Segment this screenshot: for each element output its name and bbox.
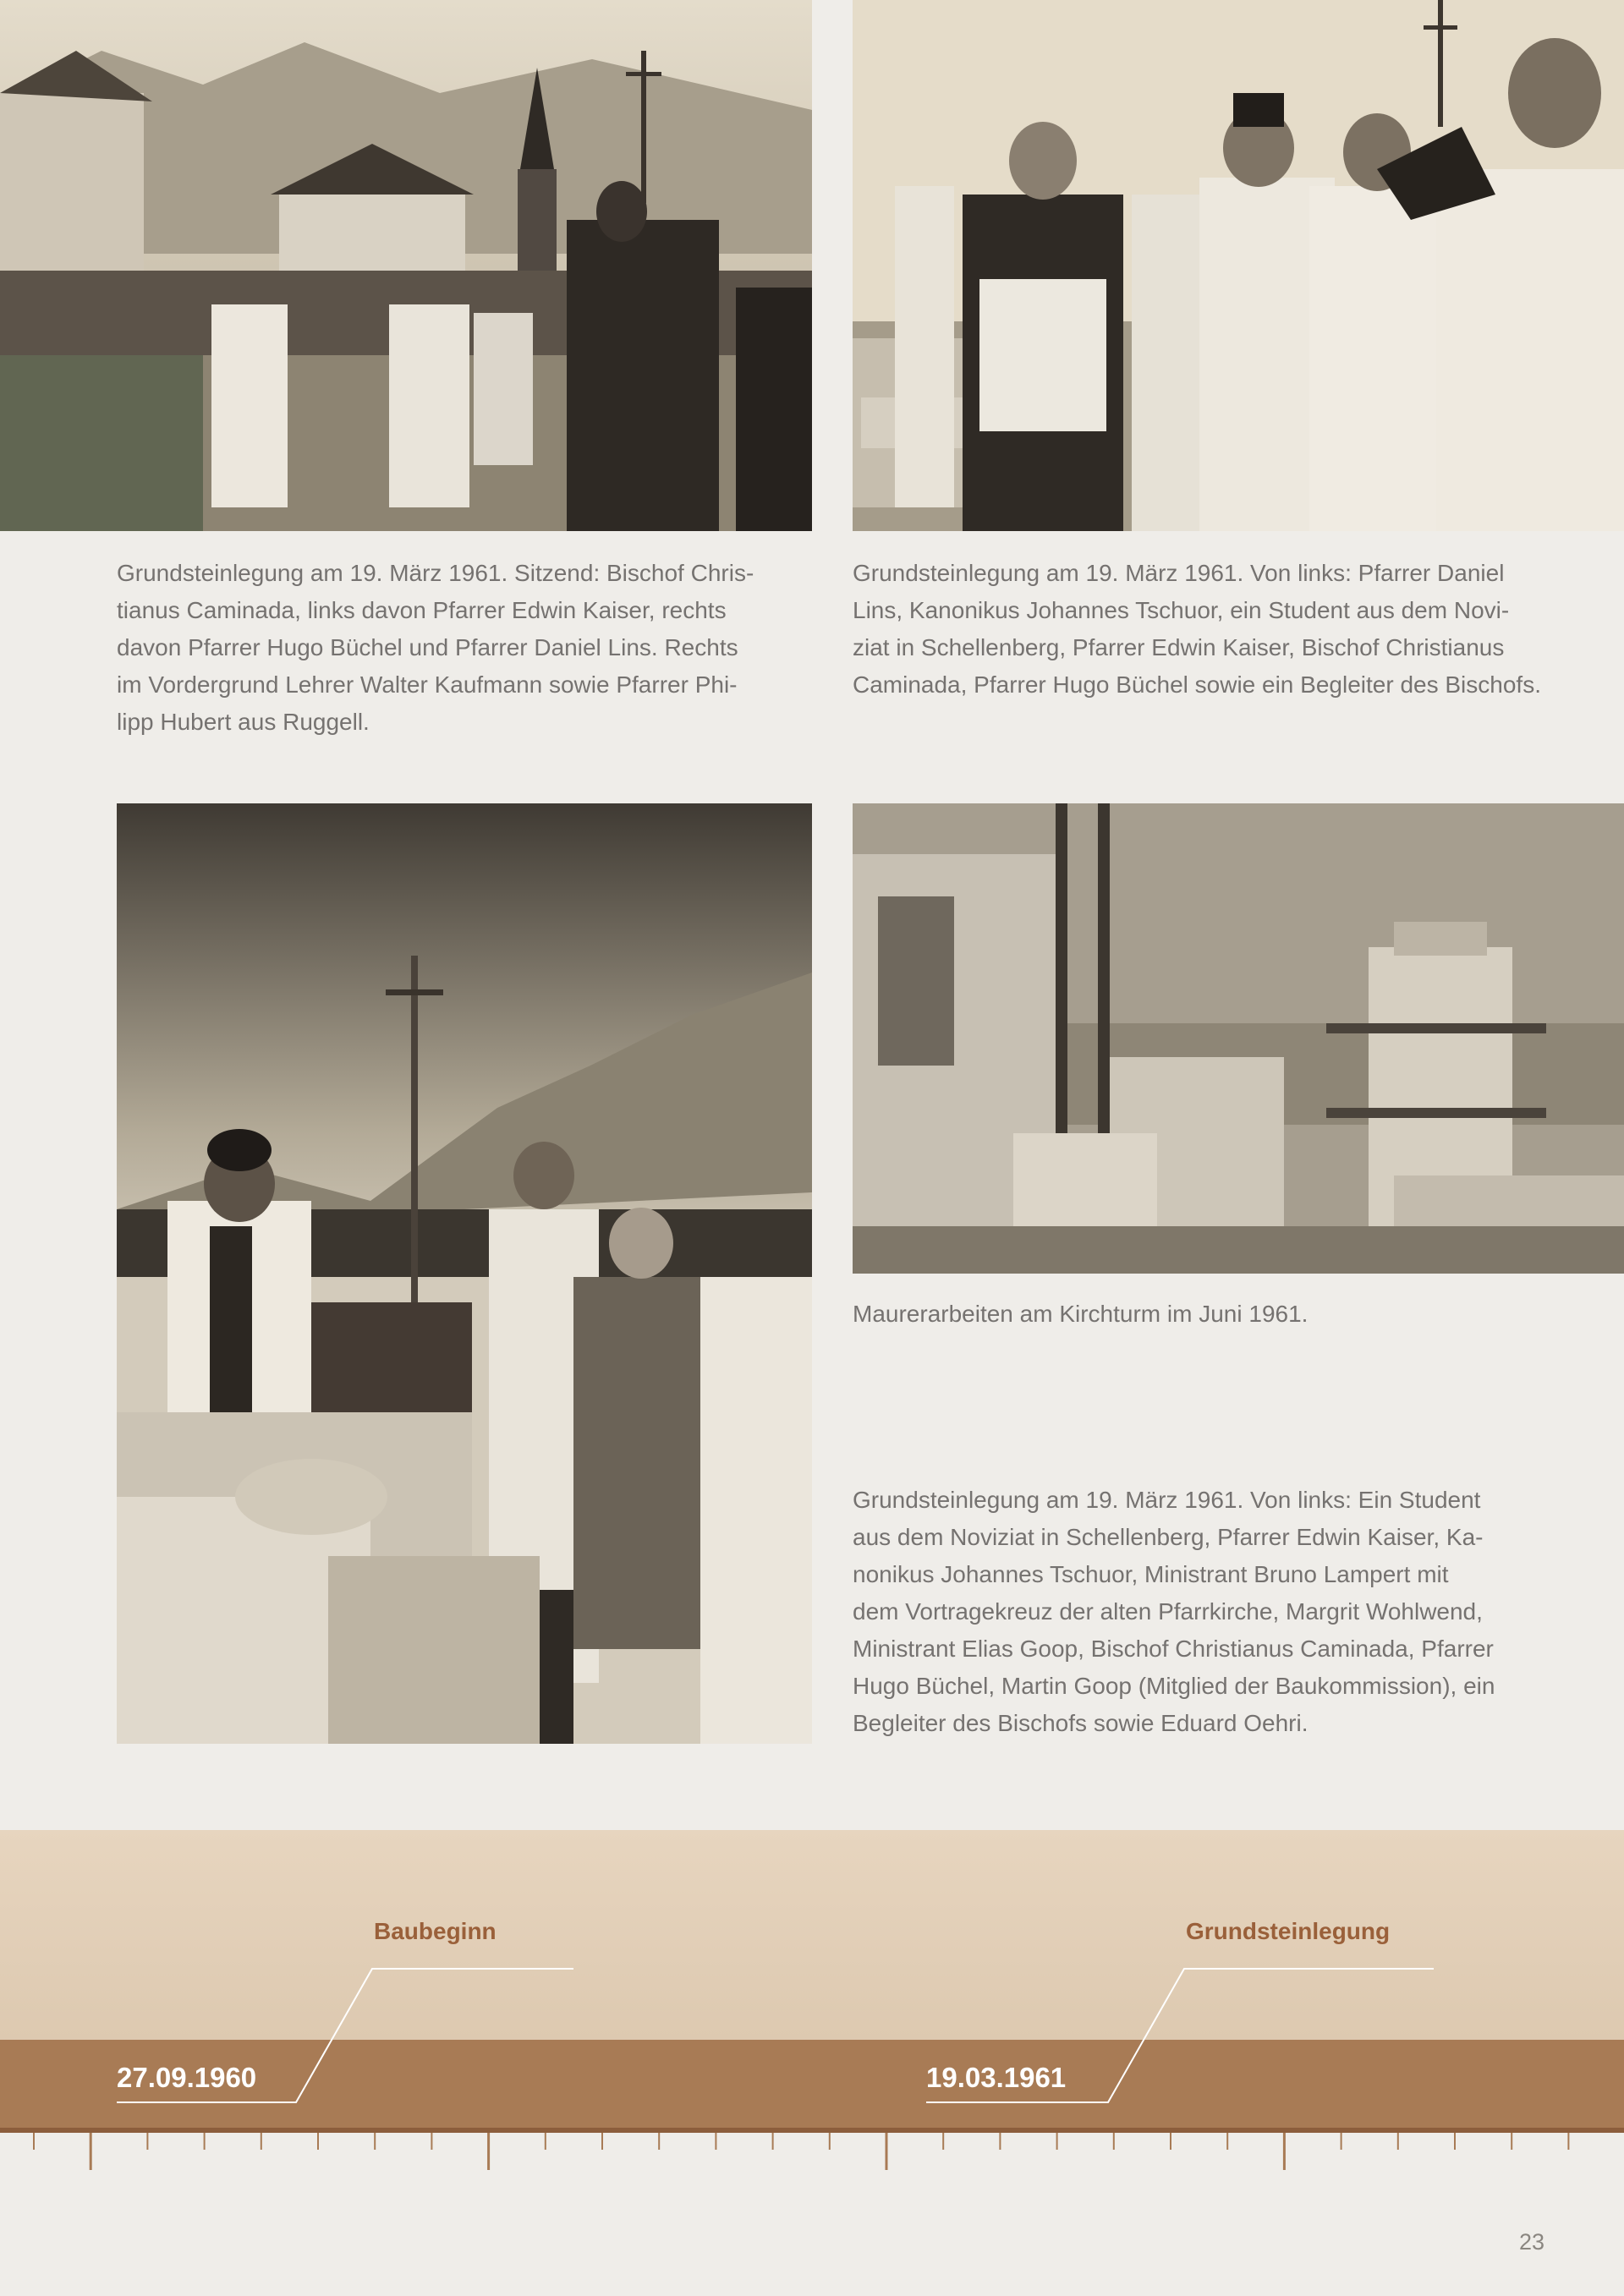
caption-line: lipp Hubert aus Ruggell.	[117, 709, 370, 735]
photo-blessing-illustration	[117, 803, 812, 1744]
caption-line: Begleiter des Bischofs sowie Eduard Oehri.	[853, 1710, 1309, 1736]
caption-line: tianus Caminada, links davon Pfarrer Edwin Kaiser, rechts	[117, 597, 727, 623]
caption-line: im Vordergrund Lehrer Walter Kaufmann sowie Pfarrer Phi-	[117, 671, 738, 698]
caption-line: Grundsteinlegung am 19. März 1961. Sitzend: Bischof Chris-	[117, 560, 754, 586]
page-number: 23	[1518, 2229, 1544, 2255]
photo-clergy-illustration	[853, 0, 1624, 531]
caption-line: nonikus Johannes Tschuor, Ministrant Bruno Lampert mit	[853, 1561, 1449, 1587]
caption-line: ziat in Schellenberg, Pfarrer Edwin Kaiser, Bischof Christianus	[853, 634, 1505, 660]
caption-line: davon Pfarrer Hugo Büchel und Pfarrer Daniel Lins. Rechts	[117, 634, 738, 660]
caption-line: Hugo Büchel, Martin Goop (Mitglied der Baukommission), ein	[853, 1673, 1495, 1699]
caption-line: Lins, Kanonikus Johannes Tschuor, ein Student aus dem Novi-	[853, 597, 1510, 623]
caption-top-left	[117, 555, 812, 741]
timeline-event-label-grundsteinlegung: Grundsteinlegung	[1186, 1918, 1391, 1944]
timeline-ticks	[0, 2133, 1624, 2175]
caption-line: Grundsteinlegung am 19. März 1961. Von links: Ein Student	[853, 1487, 1481, 1513]
photo-cornerstone-ceremony-crowd	[0, 0, 812, 531]
timeline-date-baubeginn: 27.09.1960	[117, 2062, 257, 2093]
caption-tower-construction: Maurerarbeiten am Kirchturm im Juni 1961.	[853, 1301, 1309, 1327]
caption-line: Grundsteinlegung am 19. März 1961. Von links: Pfarrer Daniel	[853, 560, 1505, 586]
caption-bottom-right	[853, 1482, 1580, 1742]
photo-tower-construction	[853, 803, 1624, 1274]
caption-line: Ministrant Elias Goop, Bischof Christianus Caminada, Pfarrer	[853, 1636, 1494, 1662]
photo-clergy-reading	[853, 0, 1624, 531]
photo-construction-illustration	[853, 803, 1624, 1274]
photo-crowd-illustration	[0, 0, 812, 531]
timeline-event-label-baubeginn: Baubeginn	[374, 1918, 497, 1944]
caption-line: aus dem Noviziat in Schellenberg, Pfarrer Edwin Kaiser, Ka-	[853, 1524, 1484, 1550]
photo-cornerstone-blessing	[117, 803, 812, 1744]
timeline-date-grundsteinlegung: 19.03.1961	[926, 2062, 1067, 2093]
caption-line: dem Vortragekreuz der alten Pfarrkirche, Margrit Wohlwend,	[853, 1598, 1483, 1625]
caption-top-right	[853, 555, 1580, 704]
caption-line: Caminada, Pfarrer Hugo Büchel sowie ein Begleiter des Bischofs.	[853, 671, 1541, 698]
